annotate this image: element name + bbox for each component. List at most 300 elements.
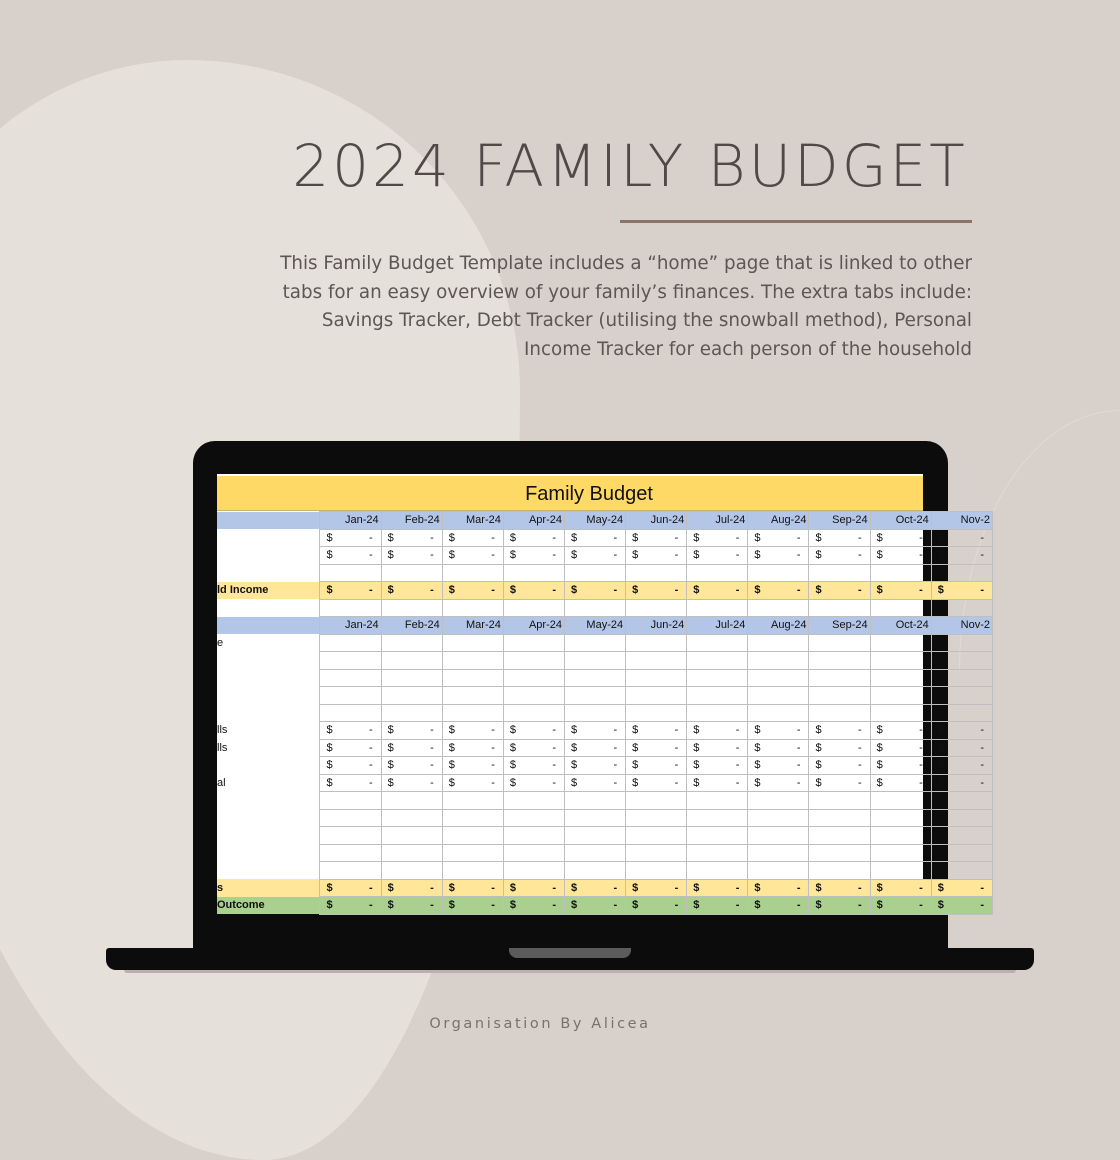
row-label xyxy=(217,564,320,582)
amount-cell[interactable]: $ - xyxy=(870,757,931,775)
empty-cell[interactable] xyxy=(626,862,687,880)
month-header-cell[interactable]: Jul-24 xyxy=(687,617,748,635)
amount-cell[interactable]: $ - xyxy=(748,582,809,600)
empty-cell[interactable] xyxy=(320,564,381,582)
empty-cell[interactable] xyxy=(626,669,687,687)
empty-cell[interactable] xyxy=(320,844,381,862)
empty-cell[interactable] xyxy=(809,687,870,705)
row-label xyxy=(217,862,320,880)
description-line: Savings Tracker, Debt Tracker (utilising the snowball method), Personal xyxy=(321,310,972,331)
amount-cell[interactable]: $ - xyxy=(809,879,870,897)
month-header-cell[interactable]: Sep-24 xyxy=(809,512,870,530)
empty-cell[interactable] xyxy=(564,704,625,722)
month-header-cell[interactable]: Feb-24 xyxy=(381,512,442,530)
month-header-cell[interactable]: Feb-24 xyxy=(381,617,442,635)
table-row xyxy=(217,564,993,582)
empty-cell[interactable] xyxy=(626,792,687,810)
amount-cell[interactable]: $ - xyxy=(381,529,442,547)
empty-cell[interactable] xyxy=(381,809,442,827)
empty-cell[interactable] xyxy=(748,809,809,827)
amount-cell[interactable]: $ - xyxy=(442,529,503,547)
empty-cell[interactable] xyxy=(687,704,748,722)
empty-cell[interactable] xyxy=(503,862,564,880)
laptop-screen xyxy=(217,474,990,914)
empty-cell[interactable] xyxy=(687,809,748,827)
amount-cell[interactable]: $ - xyxy=(687,757,748,775)
amount-cell[interactable]: $ - xyxy=(626,879,687,897)
amount-cell[interactable]: $ - xyxy=(809,722,870,740)
empty-cell[interactable] xyxy=(809,809,870,827)
amount-cell[interactable]: $ - xyxy=(320,774,381,792)
amount-cell[interactable]: $ - xyxy=(503,582,564,600)
empty-cell[interactable] xyxy=(564,599,625,617)
empty-cell[interactable] xyxy=(320,634,381,652)
empty-cell[interactable] xyxy=(564,564,625,582)
amount-cell[interactable]: $ - xyxy=(564,582,625,600)
amount-cell[interactable]: $ - xyxy=(626,582,687,600)
table-row xyxy=(217,704,993,722)
amount-cell[interactable]: $ - xyxy=(564,722,625,740)
amount-cell[interactable]: $ - xyxy=(442,757,503,775)
empty-cell[interactable] xyxy=(748,599,809,617)
empty-cell[interactable] xyxy=(931,652,992,670)
empty-cell[interactable] xyxy=(381,634,442,652)
amount-cell[interactable]: $ - xyxy=(809,739,870,757)
empty-cell[interactable] xyxy=(381,704,442,722)
empty-cell[interactable] xyxy=(442,844,503,862)
empty-cell[interactable] xyxy=(442,652,503,670)
empty-cell[interactable] xyxy=(809,792,870,810)
empty-cell[interactable] xyxy=(626,827,687,845)
table-row xyxy=(217,844,993,862)
row-label: al xyxy=(217,774,320,792)
empty-cell[interactable] xyxy=(931,809,992,827)
amount-cell[interactable]: $ - xyxy=(320,757,381,775)
empty-cell[interactable] xyxy=(320,599,381,617)
table-row xyxy=(217,739,993,757)
amount-cell[interactable]: $ - xyxy=(870,722,931,740)
empty-cell[interactable] xyxy=(809,827,870,845)
amount-cell[interactable]: $ - xyxy=(503,739,564,757)
empty-cell[interactable] xyxy=(442,704,503,722)
amount-cell[interactable]: $ - xyxy=(381,722,442,740)
amount-cell[interactable]: $ - xyxy=(442,879,503,897)
empty-cell[interactable] xyxy=(564,809,625,827)
description-line: This Family Budget Template includes a “home” page that is linked to other xyxy=(280,253,972,274)
empty-cell[interactable] xyxy=(320,792,381,810)
month-header-cell[interactable]: Jan-24 xyxy=(320,512,381,530)
empty-cell[interactable] xyxy=(809,634,870,652)
empty-cell[interactable] xyxy=(381,792,442,810)
amount-cell[interactable]: $ - xyxy=(809,547,870,565)
empty-cell[interactable] xyxy=(748,792,809,810)
amount-cell[interactable]: $ - xyxy=(320,739,381,757)
amount-cell[interactable]: $ - xyxy=(870,774,931,792)
empty-cell[interactable] xyxy=(381,669,442,687)
amount-cell[interactable]: $ - xyxy=(687,529,748,547)
empty-cell[interactable] xyxy=(687,634,748,652)
amount-cell[interactable]: $ - xyxy=(442,722,503,740)
table-row xyxy=(217,809,993,827)
empty-cell[interactable] xyxy=(748,652,809,670)
empty-cell[interactable] xyxy=(748,669,809,687)
amount-cell[interactable]: $ - xyxy=(503,529,564,547)
amount-cell[interactable]: $ - xyxy=(503,547,564,565)
amount-cell[interactable]: $ - xyxy=(687,582,748,600)
amount-cell[interactable]: $ - xyxy=(320,547,381,565)
month-header-cell[interactable]: Sep-24 xyxy=(809,617,870,635)
month-header-cell[interactable]: Apr-24 xyxy=(503,617,564,635)
empty-cell[interactable] xyxy=(442,669,503,687)
amount-cell[interactable]: $ - xyxy=(564,757,625,775)
empty-cell[interactable] xyxy=(687,827,748,845)
empty-cell[interactable] xyxy=(687,687,748,705)
amount-cell[interactable]: $ - xyxy=(381,897,442,915)
description xyxy=(252,250,972,364)
empty-cell[interactable] xyxy=(931,599,992,617)
empty-cell[interactable] xyxy=(320,862,381,880)
month-header-cell[interactable]: May-24 xyxy=(564,617,625,635)
empty-cell[interactable] xyxy=(503,687,564,705)
empty-cell[interactable] xyxy=(870,599,931,617)
amount-cell[interactable]: $ - xyxy=(503,757,564,775)
amount-cell[interactable]: $ - xyxy=(870,582,931,600)
amount-cell[interactable]: $ - xyxy=(320,582,381,600)
empty-cell[interactable] xyxy=(870,564,931,582)
amount-cell[interactable]: $ - xyxy=(687,879,748,897)
empty-cell[interactable] xyxy=(381,827,442,845)
amount-cell[interactable]: $ - xyxy=(626,529,687,547)
empty-cell[interactable] xyxy=(503,652,564,670)
amount-cell[interactable]: $ - xyxy=(381,879,442,897)
empty-cell[interactable] xyxy=(870,669,931,687)
table-row xyxy=(217,547,993,565)
table-row xyxy=(217,827,993,845)
page-title: 2024 FAMILY BUDGET xyxy=(292,132,968,200)
empty-cell[interactable] xyxy=(870,862,931,880)
empty-cell[interactable] xyxy=(931,687,992,705)
amount-cell[interactable]: $ - xyxy=(442,739,503,757)
amount-cell[interactable]: $ - xyxy=(381,739,442,757)
empty-cell[interactable] xyxy=(503,792,564,810)
row-label: e xyxy=(217,634,320,652)
empty-cell[interactable] xyxy=(564,652,625,670)
empty-cell[interactable] xyxy=(809,862,870,880)
amount-cell[interactable]: $ - xyxy=(626,774,687,792)
row-label xyxy=(217,617,320,635)
amount-cell[interactable]: $ - xyxy=(931,722,992,740)
empty-cell[interactable] xyxy=(687,564,748,582)
description-line: tabs for an easy overview of your family’s finances. The extra tabs include: xyxy=(282,281,972,303)
amount-cell[interactable]: $ - xyxy=(687,722,748,740)
empty-cell[interactable] xyxy=(564,669,625,687)
table-row xyxy=(217,687,993,705)
empty-cell[interactable] xyxy=(687,862,748,880)
empty-cell[interactable] xyxy=(503,599,564,617)
amount-cell[interactable]: $ - xyxy=(809,529,870,547)
amount-cell[interactable]: $ - xyxy=(626,897,687,915)
amount-cell[interactable]: $ - xyxy=(931,547,992,565)
empty-cell[interactable] xyxy=(809,669,870,687)
empty-cell[interactable] xyxy=(931,704,992,722)
empty-cell[interactable] xyxy=(626,844,687,862)
empty-cell[interactable] xyxy=(564,634,625,652)
empty-cell[interactable] xyxy=(748,862,809,880)
amount-cell[interactable]: $ - xyxy=(564,739,625,757)
amount-cell[interactable]: $ - xyxy=(748,774,809,792)
month-header-cell[interactable]: Jun-24 xyxy=(626,617,687,635)
amount-cell[interactable]: $ - xyxy=(809,774,870,792)
empty-cell[interactable] xyxy=(870,844,931,862)
empty-cell[interactable] xyxy=(809,844,870,862)
total-row xyxy=(217,879,993,897)
empty-cell[interactable] xyxy=(687,652,748,670)
amount-cell[interactable]: $ - xyxy=(687,897,748,915)
month-header-cell[interactable]: Jul-24 xyxy=(687,512,748,530)
amount-cell[interactable]: $ - xyxy=(626,757,687,775)
amount-cell[interactable]: $ - xyxy=(503,897,564,915)
table-row xyxy=(217,722,993,740)
empty-cell[interactable] xyxy=(564,862,625,880)
row-label: lls xyxy=(217,722,320,740)
empty-cell[interactable] xyxy=(320,669,381,687)
empty-cell[interactable] xyxy=(381,844,442,862)
amount-cell[interactable]: $ - xyxy=(564,897,625,915)
empty-cell[interactable] xyxy=(809,599,870,617)
month-header-cell[interactable]: Oct-24 xyxy=(870,617,931,635)
empty-cell[interactable] xyxy=(442,792,503,810)
empty-cell[interactable] xyxy=(381,599,442,617)
amount-cell[interactable]: $ - xyxy=(626,722,687,740)
empty-cell[interactable] xyxy=(503,827,564,845)
budget-spreadsheet xyxy=(217,511,993,915)
empty-cell[interactable] xyxy=(442,862,503,880)
empty-cell[interactable] xyxy=(748,844,809,862)
empty-cell[interactable] xyxy=(626,599,687,617)
empty-cell[interactable] xyxy=(503,809,564,827)
amount-cell[interactable]: $ - xyxy=(870,879,931,897)
amount-cell[interactable]: $ - xyxy=(931,879,992,897)
empty-cell[interactable] xyxy=(870,704,931,722)
amount-cell[interactable]: $ - xyxy=(931,739,992,757)
month-header-cell[interactable]: Mar-24 xyxy=(442,512,503,530)
empty-cell[interactable] xyxy=(381,862,442,880)
amount-cell[interactable]: $ - xyxy=(320,897,381,915)
empty-cell[interactable] xyxy=(503,844,564,862)
empty-cell[interactable] xyxy=(442,634,503,652)
amount-cell[interactable]: $ - xyxy=(564,879,625,897)
table-row xyxy=(217,862,993,880)
laptop-mockup xyxy=(193,441,990,961)
empty-cell[interactable] xyxy=(564,827,625,845)
month-header-cell[interactable]: Aug-24 xyxy=(748,617,809,635)
amount-cell[interactable]: $ - xyxy=(870,547,931,565)
amount-cell[interactable]: $ - xyxy=(503,722,564,740)
month-header-cell[interactable]: Aug-24 xyxy=(748,512,809,530)
empty-cell[interactable] xyxy=(748,687,809,705)
month-header-cell[interactable]: Nov-2 xyxy=(931,617,992,635)
empty-cell[interactable] xyxy=(442,687,503,705)
amount-cell[interactable]: $ - xyxy=(442,582,503,600)
amount-cell[interactable]: $ - xyxy=(931,774,992,792)
empty-cell[interactable] xyxy=(687,669,748,687)
row-label: lls xyxy=(217,739,320,757)
empty-cell[interactable] xyxy=(381,652,442,670)
laptop-shadow xyxy=(124,970,1016,973)
amount-cell[interactable]: $ - xyxy=(931,897,992,915)
empty-cell[interactable] xyxy=(442,564,503,582)
amount-cell[interactable]: $ - xyxy=(870,739,931,757)
month-header-cell[interactable]: Jun-24 xyxy=(626,512,687,530)
empty-cell[interactable] xyxy=(320,827,381,845)
empty-cell[interactable] xyxy=(320,652,381,670)
empty-cell[interactable] xyxy=(381,687,442,705)
empty-cell[interactable] xyxy=(626,564,687,582)
amount-cell[interactable]: $ - xyxy=(870,897,931,915)
empty-cell[interactable] xyxy=(748,564,809,582)
month-header-cell[interactable]: Mar-24 xyxy=(442,617,503,635)
amount-cell[interactable]: $ - xyxy=(809,582,870,600)
empty-cell[interactable] xyxy=(626,809,687,827)
amount-cell[interactable]: $ - xyxy=(564,547,625,565)
empty-cell[interactable] xyxy=(381,564,442,582)
amount-cell[interactable]: $ - xyxy=(748,739,809,757)
row-label xyxy=(217,547,320,565)
empty-cell[interactable] xyxy=(320,704,381,722)
amount-cell[interactable]: $ - xyxy=(809,757,870,775)
row-label xyxy=(217,792,320,810)
month-header-cell[interactable]: May-24 xyxy=(564,512,625,530)
empty-cell[interactable] xyxy=(809,652,870,670)
empty-cell[interactable] xyxy=(564,792,625,810)
amount-cell[interactable]: $ - xyxy=(564,529,625,547)
empty-cell[interactable] xyxy=(931,669,992,687)
row-label xyxy=(217,704,320,722)
row-label: s xyxy=(217,879,320,897)
amount-cell[interactable]: $ - xyxy=(626,739,687,757)
empty-cell[interactable] xyxy=(503,704,564,722)
empty-cell[interactable] xyxy=(564,687,625,705)
empty-cell[interactable] xyxy=(870,652,931,670)
table-row xyxy=(217,634,993,652)
amount-cell[interactable]: $ - xyxy=(503,774,564,792)
empty-cell[interactable] xyxy=(931,564,992,582)
table-row xyxy=(217,792,993,810)
month-header-row xyxy=(217,512,993,530)
empty-cell[interactable] xyxy=(687,792,748,810)
amount-cell[interactable]: $ - xyxy=(442,897,503,915)
empty-cell[interactable] xyxy=(687,844,748,862)
amount-cell[interactable]: $ - xyxy=(442,547,503,565)
empty-cell[interactable] xyxy=(442,827,503,845)
amount-cell[interactable]: $ - xyxy=(381,757,442,775)
amount-cell[interactable]: $ - xyxy=(809,897,870,915)
amount-cell[interactable]: $ - xyxy=(320,529,381,547)
empty-cell[interactable] xyxy=(626,652,687,670)
amount-cell[interactable]: $ - xyxy=(687,774,748,792)
amount-cell[interactable]: $ - xyxy=(931,757,992,775)
table-row xyxy=(217,599,993,617)
empty-cell[interactable] xyxy=(870,792,931,810)
empty-cell[interactable] xyxy=(687,599,748,617)
amount-cell[interactable]: $ - xyxy=(320,722,381,740)
month-header-row xyxy=(217,617,993,635)
amount-cell[interactable]: $ - xyxy=(870,529,931,547)
empty-cell[interactable] xyxy=(564,844,625,862)
amount-cell[interactable]: $ - xyxy=(381,774,442,792)
row-label xyxy=(217,512,320,530)
table-row xyxy=(217,652,993,670)
empty-cell[interactable] xyxy=(626,687,687,705)
row-label xyxy=(217,827,320,845)
amount-cell[interactable]: $ - xyxy=(748,722,809,740)
empty-cell[interactable] xyxy=(320,687,381,705)
amount-cell[interactable]: $ - xyxy=(381,582,442,600)
amount-cell[interactable]: $ - xyxy=(626,547,687,565)
empty-cell[interactable] xyxy=(442,809,503,827)
amount-cell[interactable]: $ - xyxy=(748,757,809,775)
empty-cell[interactable] xyxy=(503,669,564,687)
empty-cell[interactable] xyxy=(503,564,564,582)
empty-cell[interactable] xyxy=(320,809,381,827)
empty-cell[interactable] xyxy=(931,827,992,845)
empty-cell[interactable] xyxy=(748,827,809,845)
empty-cell[interactable] xyxy=(931,862,992,880)
month-header-cell[interactable]: Oct-24 xyxy=(870,512,931,530)
amount-cell[interactable]: $ - xyxy=(381,547,442,565)
empty-cell[interactable] xyxy=(626,634,687,652)
row-label xyxy=(217,652,320,670)
empty-cell[interactable] xyxy=(626,704,687,722)
empty-cell[interactable] xyxy=(870,634,931,652)
amount-cell[interactable]: $ - xyxy=(564,774,625,792)
table-row xyxy=(217,757,993,775)
amount-cell[interactable]: $ - xyxy=(442,774,503,792)
empty-cell[interactable] xyxy=(748,704,809,722)
empty-cell[interactable] xyxy=(809,564,870,582)
month-header-cell[interactable]: Nov-2 xyxy=(931,512,992,530)
empty-cell[interactable] xyxy=(931,634,992,652)
month-header-cell[interactable]: Apr-24 xyxy=(503,512,564,530)
empty-cell[interactable] xyxy=(931,792,992,810)
row-label xyxy=(217,669,320,687)
amount-cell[interactable]: $ - xyxy=(748,879,809,897)
empty-cell[interactable] xyxy=(931,844,992,862)
amount-cell[interactable]: $ - xyxy=(931,529,992,547)
amount-cell[interactable]: $ - xyxy=(748,547,809,565)
amount-cell[interactable]: $ - xyxy=(748,897,809,915)
table-row xyxy=(217,774,993,792)
month-header-cell[interactable]: Jan-24 xyxy=(320,617,381,635)
row-label xyxy=(217,529,320,547)
empty-cell[interactable] xyxy=(870,809,931,827)
amount-cell[interactable]: $ - xyxy=(748,529,809,547)
empty-cell[interactable] xyxy=(809,704,870,722)
empty-cell[interactable] xyxy=(503,634,564,652)
empty-cell[interactable] xyxy=(748,634,809,652)
amount-cell[interactable]: $ - xyxy=(320,879,381,897)
laptop-notch xyxy=(509,948,631,958)
empty-cell[interactable] xyxy=(870,687,931,705)
amount-cell[interactable]: $ - xyxy=(503,879,564,897)
sheet-title-bar xyxy=(217,476,923,511)
amount-cell[interactable]: $ - xyxy=(931,582,992,600)
empty-cell[interactable] xyxy=(442,599,503,617)
brand-footer: Organisation By Alicea xyxy=(429,1016,651,1032)
amount-cell[interactable]: $ - xyxy=(687,547,748,565)
amount-cell[interactable]: $ - xyxy=(687,739,748,757)
empty-cell[interactable] xyxy=(870,827,931,845)
